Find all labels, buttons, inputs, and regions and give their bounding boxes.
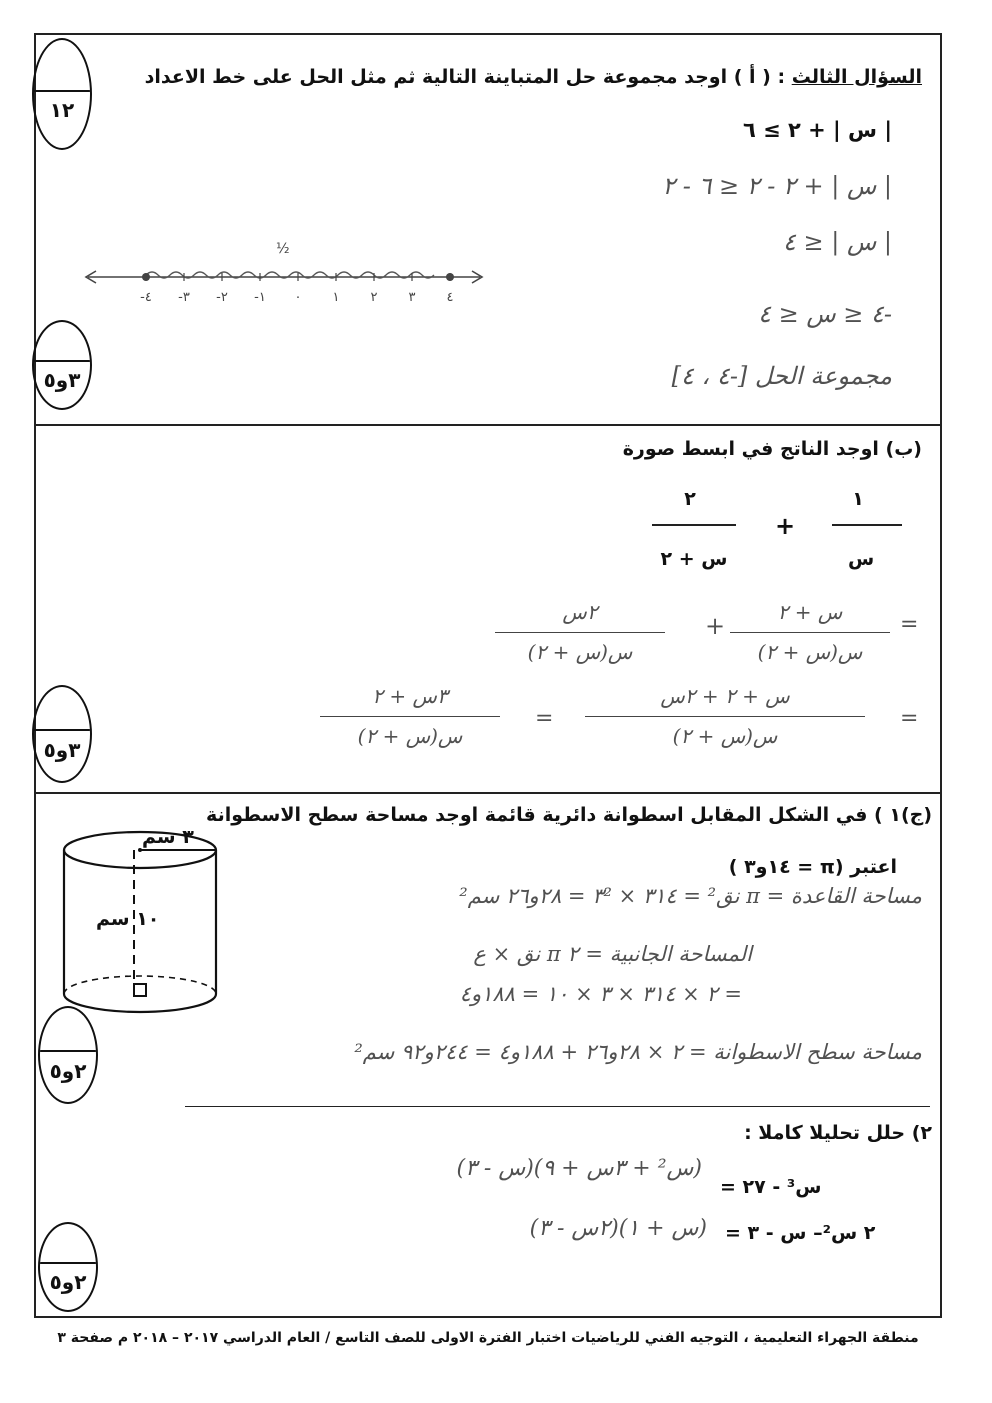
question-c2-text: ٢) حلل تحليلا كاملا :	[744, 1122, 932, 1144]
pi-value-note: اعتبر (π = ١٤و٣ )	[728, 856, 897, 878]
work-b-den1: س(س + ٢)	[757, 640, 863, 664]
work-a-step1: | س | + ٢ - ٢ ≤ ٦ - ٢	[662, 172, 892, 200]
plus-operator: +	[775, 512, 796, 540]
number-line-tick-label: ٢	[370, 290, 378, 305]
inequality: | س | + ٢ ≥ ٦	[742, 118, 892, 142]
work-b-bar1	[730, 632, 890, 633]
frac2-denominator: س + ٢	[660, 548, 728, 570]
work-c-lateral-formula: المساحة الجانبية = ٢ π نق × ع	[473, 942, 752, 966]
factor-expr-1: س³ - ٢٧ =	[720, 1176, 822, 1198]
factor-answer-2: (٢س - ٣)(س + ١)	[529, 1216, 707, 1241]
work-b-final-num: ٣س + ٢	[372, 684, 448, 708]
score-mark-a: ٣و٥	[43, 368, 81, 392]
work-b-final-den: س(س + ٢)	[357, 724, 463, 748]
score-mark-c1: ٢و٥	[49, 1059, 87, 1083]
work-b-combined-den: س(س + ٢)	[672, 724, 778, 748]
frac1-numerator: ١	[852, 488, 864, 510]
number-line-tick-label: ٠	[294, 290, 302, 305]
work-b-num2: ٢س	[562, 600, 598, 624]
number-line-tick-label: -٢	[216, 290, 228, 305]
work-c-base-area: مساحة القاعدة = π نق² = ٣١٤ × ٣² = ٢٨و٢٦ سم²	[459, 884, 922, 908]
work-b-num1: س + ٢	[777, 600, 843, 624]
work-b-equals-3: =	[535, 706, 554, 731]
question-a-line	[145, 66, 922, 88]
question-label: السؤال الثالث	[791, 66, 922, 88]
score-mark-c2: ٢و٥	[49, 1270, 87, 1294]
number-line	[80, 235, 490, 325]
work-b-equals-2: =	[900, 706, 919, 731]
number-line-tick-label: -٣	[178, 290, 190, 305]
frac2-bar	[652, 524, 736, 526]
factor-expr-2: ٢ س²– س - ٣ =	[725, 1222, 876, 1244]
work-b-equals-1: =	[900, 612, 919, 637]
frac2-numerator: ٢	[684, 488, 696, 510]
question-a-text: : ( أ ) اوجد مجموعة حل المتباينة التالية ثم مثل الحل على خط الاعداد	[144, 66, 786, 88]
score-oval-a	[32, 320, 92, 410]
work-b-plus: +	[705, 612, 726, 640]
question-b-text: (ب) اوجد الناتج في ابسط صورة	[622, 438, 922, 460]
number-line-tick-label: -٤	[140, 290, 152, 305]
radius-label: ٣ سم	[142, 826, 194, 848]
work-c-total-area: مساحة سطح الاسطوانة = ٢ × ٢٨و٢٦ + ١٨٨و٤ = ٢٤٤و٩٢ سم²	[354, 1040, 922, 1064]
total-score-oval	[32, 38, 92, 150]
question-c1-text: (ج)١ ) في الشكل المقابل اسطوانة دائرية قائمة اوجد مساحة سطح الاسطوانة	[206, 804, 932, 826]
number-line-mark: ½	[276, 241, 290, 257]
work-a-step3: -٤ ≤ س ≤ ٤	[758, 300, 892, 328]
section-divider-b-c	[34, 792, 942, 794]
work-a-solution-set: مجموعة الحل [-٤ ، ٤]	[671, 362, 892, 390]
work-b-final-bar	[320, 716, 500, 717]
work-b-combined-bar	[585, 716, 865, 717]
number-line-tick-label: -١	[254, 290, 266, 305]
section-divider-a-b	[34, 424, 942, 426]
number-line-tick-label: ٣	[408, 290, 416, 305]
factor-answer-1: (س - ٣)(س² + ٣س + ٩)	[456, 1156, 702, 1181]
score-oval-b	[32, 685, 92, 783]
height-label: ١٠ سم	[96, 908, 160, 930]
score-mark-b: ٣و٥	[43, 738, 81, 762]
number-line-tick-label: ١	[332, 290, 340, 305]
score-oval-c2	[38, 1222, 98, 1312]
work-b-combined-num: س + ٢ + ٢س	[660, 684, 790, 708]
work-c-lateral-value: = ٢ × ٣١٤ × ٣ × ١٠ = ١٨٨و٤	[459, 982, 742, 1006]
page-footer: منطقة الجهراء التعليمية ، التوجيه الفني للرياضيات اختبار الفترة الاولى للصف التاسع / العام الدراسي ٢٠١٧ – ٢٠١٨ م صفحة ٣	[57, 1330, 919, 1346]
frac1-bar	[832, 524, 902, 526]
section-divider-c1-c2	[185, 1106, 930, 1107]
total-score-mark: ١٢	[49, 98, 75, 122]
work-b-den2: س(س + ٢)	[527, 640, 633, 664]
work-b-bar2	[495, 632, 665, 633]
number-line-tick-label: ٤	[446, 290, 454, 305]
work-a-step2: | س | ≤ ٤	[783, 228, 892, 256]
frac1-denominator: س	[848, 548, 875, 570]
